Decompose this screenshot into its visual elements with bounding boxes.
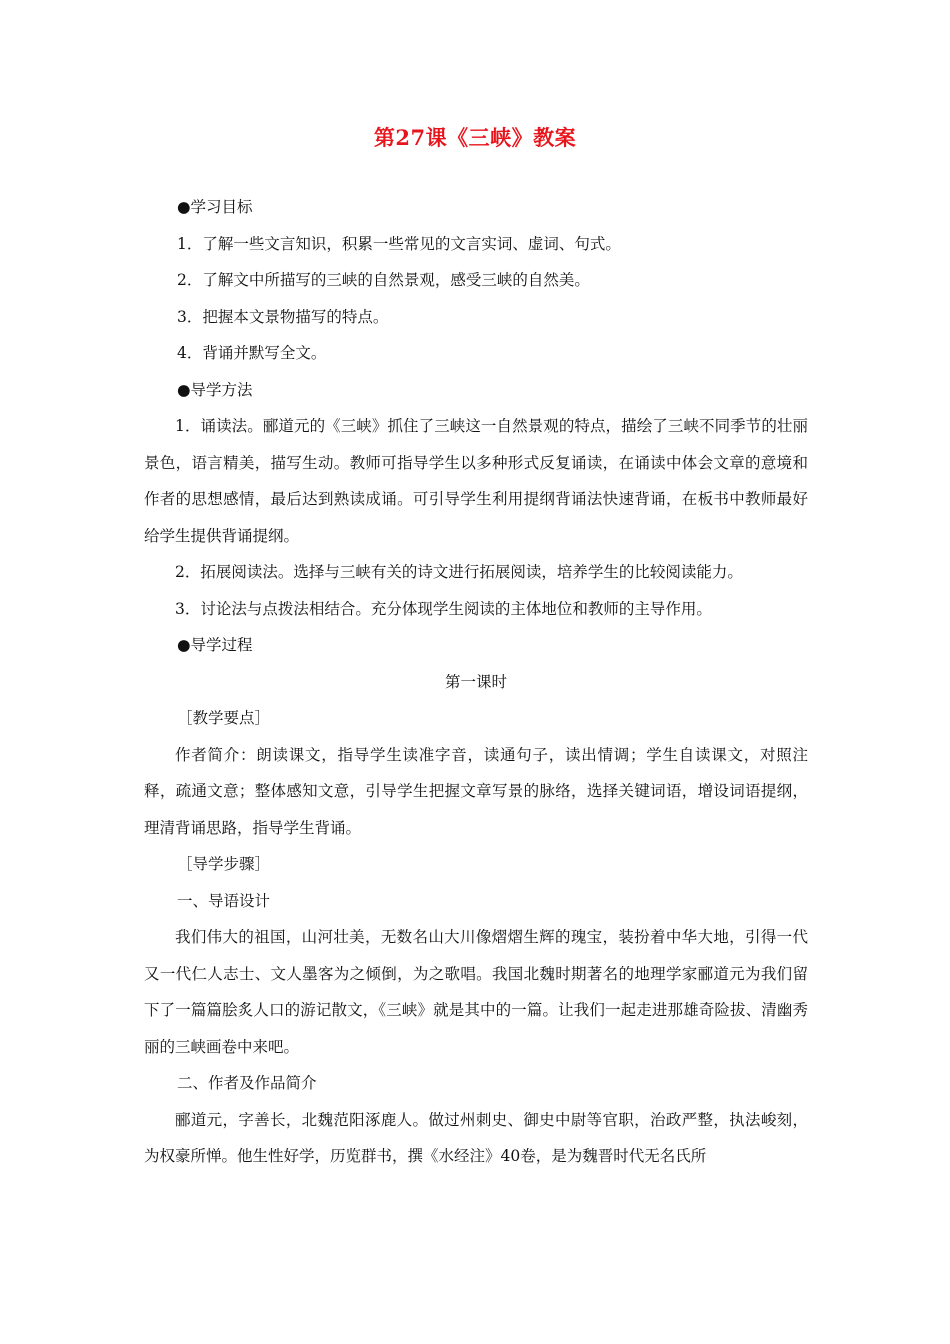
objective-item: 2．了解文中所描写的三峡的自然景观，感受三峡的自然美。: [177, 271, 590, 289]
section-heading-objectives: ●学习目标: [177, 198, 253, 216]
lesson-period-heading: 第一课时: [444, 672, 507, 691]
step-heading: 二、作者及作品简介: [177, 1074, 317, 1092]
document-title: 第27课《三峡》教案: [373, 125, 577, 150]
steps-label: ［导学步骤］: [177, 855, 271, 873]
objective-item: 1．了解一些文言知识，积累一些常见的文言实词、虚词、句式。: [177, 234, 621, 253]
method-paragraph: 2．拓展阅读法。选择与三峡有关的诗文进行拓展阅读，培养学生的比较阅读能力。: [175, 563, 743, 581]
key-points-label: ［教学要点］: [177, 709, 271, 727]
step-heading: 一、导语设计: [177, 891, 271, 910]
objective-item: 3．把握本文景物描写的特点。: [177, 307, 389, 326]
step-paragraph: 我们伟大的祖国，山河壮美，无数名山大川像熠熠生辉的瑰宝，装扮着中华大地，引得一代又一代仁人志士、文人墨客为之倾倒，为之歌唱。我国北魏时期著名的地理学家郦道元为我们留下了一篇篇脍炙人口的游记散文，《三峡》就是其中的一篇。让我们一起走进那雄奇险拔、清幽秀丽的三峡画卷中来吧。: [144, 928, 808, 1056]
section-heading-process: ●导学过程: [177, 636, 253, 654]
step-paragraph: 郦道元，字善长，北魏范阳涿鹿人。做过州刺史、御史中尉等官职，治政严整，执法峻刻，为权豪所惮。他生性好学，历览群书，撰《水经注》40卷，是为魏晋时代无名氏所: [144, 1110, 808, 1165]
method-paragraph: 3．讨论法与点拨法相结合。充分体现学生阅读的主体地位和教师的主导作用。: [175, 599, 712, 618]
key-points-paragraph: 作者简介：朗读课文，指导学生读准字音，读通句子，读出情调；学生自读课文，对照注释，疏通文意；整体感知文意，引导学生把握文章写景的脉络，选择关键词语，增设词语提纲，理清背诵思路，指导学生背诵。: [144, 745, 808, 837]
method-paragraph: 1．诵读法。郦道元的《三峡》抓住了三峡这一自然景观的特点，描绘了三峡不同季节的壮丽景色，语言精美，描写生动。教师可指导学生以多种形式反复诵读，在诵读中体会文章的意境和作者的思想感情，最后达到熟读成诵。可引导学生利用提纲背诵法快速背诵，在板书中教师最好给学生提供背诵提纲。: [144, 417, 808, 545]
document-body: [144, 189, 808, 1175]
objective-item: 4．背诵并默写全文。: [177, 344, 327, 362]
section-heading-methods: ●导学方法: [177, 380, 253, 399]
